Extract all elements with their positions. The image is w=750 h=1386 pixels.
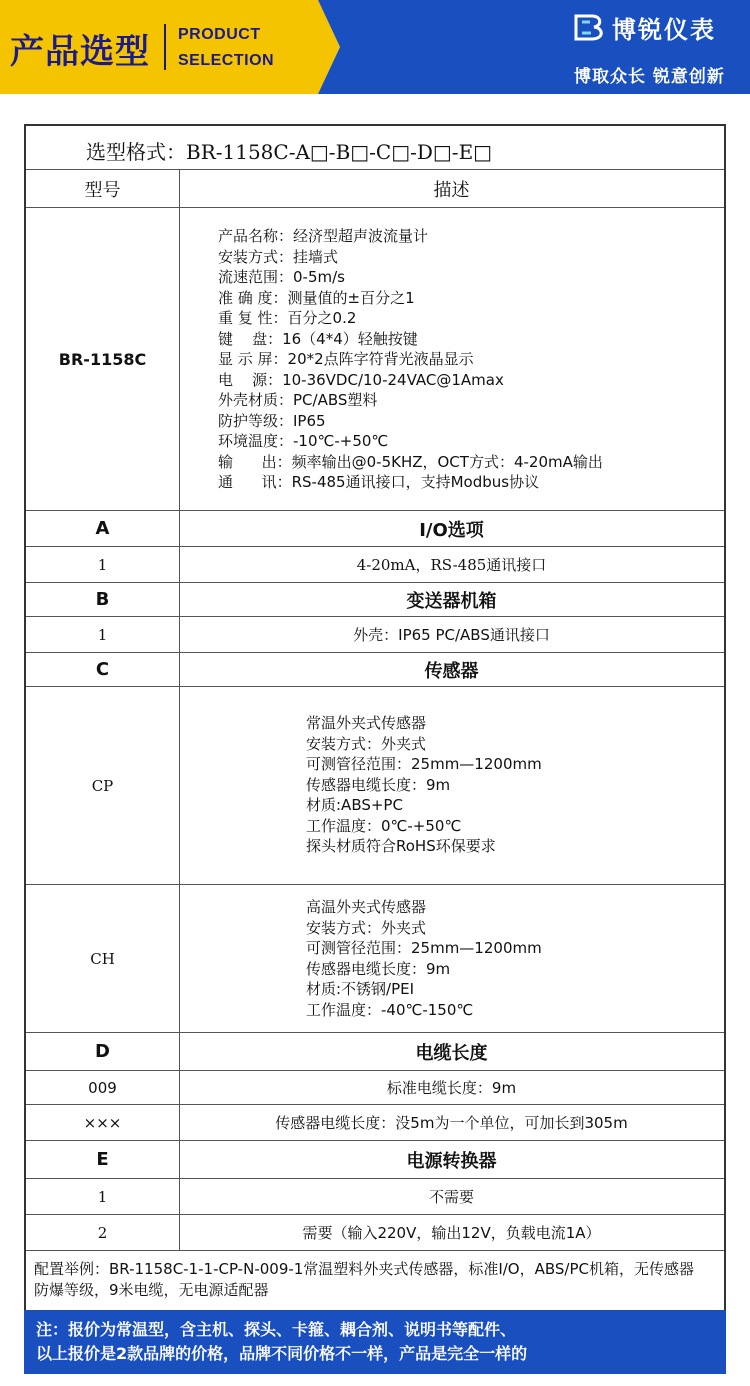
model-line: 输 出：频率输出@0-5KHZ，OCT方式：4-20mA输出: [218, 452, 603, 471]
price-note-line-2: 以上报价是2款品牌的价格，品牌不同价格不一样，产品是完全一样的: [36, 1344, 528, 1363]
section-b-header: [26, 583, 724, 617]
sensor-line: 探头材质符合RoHS环保要求: [306, 837, 496, 855]
section-d-option-2: [26, 1105, 724, 1141]
sensor-line: 常温外夹式传感器: [306, 714, 427, 732]
sensor-line: 工作温度：0℃-+50℃: [306, 816, 462, 835]
header-title: 产品选型: [10, 32, 150, 72]
sensor-cp-code: CP: [26, 687, 180, 884]
section-a-title: I/O选项: [419, 519, 484, 541]
option-description: 外壳：IP65 PC/ABS通讯接口: [353, 626, 550, 644]
option-code: 009: [26, 1071, 180, 1104]
model-line: 准 确 度：测量值的±百分之1: [218, 288, 415, 307]
section-b-code: B: [26, 583, 180, 616]
section-e-option-2: [26, 1215, 724, 1251]
price-note-line-1: 注：报价为常温型，含主机、探头、卡箍、耦合剂、说明书等配件、: [36, 1320, 517, 1339]
section-d-header: [26, 1033, 724, 1071]
sensor-ch-description: [306, 897, 542, 1020]
model-line: 显 示 屏：20*2点阵字符背光液晶显示: [218, 350, 474, 368]
option-description: 传感器电缆长度：没5m为一个单位，可加长到305m: [275, 1114, 628, 1132]
model-line: 防护等级：IP65: [218, 411, 326, 430]
section-b-option: [26, 617, 724, 653]
sensor-cp-row: [26, 687, 724, 885]
option-code: 2: [26, 1215, 180, 1250]
price-note-banner: [24, 1310, 726, 1374]
sensor-line: 材质:不锈钢/PEI: [306, 980, 415, 998]
header-subtitle-en-1: PRODUCT: [178, 26, 261, 43]
format-line: 选型格式：BR-1158C-A□-B□-C□-D□-E□: [86, 140, 493, 164]
option-code: 1: [26, 617, 180, 652]
sensor-line: 材质:ABS+PC: [306, 796, 403, 814]
model-line: 通 讯：RS-485通讯接口，支持Modbus协议: [218, 473, 540, 491]
selection-table: [24, 124, 726, 1338]
model-line: 键 盘：16（4*4）轻触按键: [218, 329, 418, 348]
section-e-code: E: [26, 1141, 180, 1178]
option-description: 标准电缆长度：9m: [386, 1079, 517, 1097]
section-c-code: C: [26, 653, 180, 686]
sensor-ch-row: [26, 885, 724, 1033]
model-description: [218, 226, 603, 493]
model-line: 安装方式：挂墙式: [218, 247, 339, 266]
sensor-line: 工作温度：-40℃-150℃: [306, 1000, 474, 1019]
option-description: 不需要: [428, 1188, 474, 1206]
section-d-option-1: [26, 1071, 724, 1105]
model-line: 重 复 性：百分之0.2: [218, 309, 357, 327]
section-e-option-1: [26, 1179, 724, 1215]
option-code: 1: [26, 547, 180, 582]
section-a-header: [26, 511, 724, 547]
section-a-option: [26, 547, 724, 583]
sensor-line: 可测管径范围：25mm—1200mm: [306, 939, 542, 957]
option-description: 4-20mA，RS-485通讯接口: [356, 556, 547, 574]
sensor-line: 传感器电缆长度：9m: [306, 959, 451, 978]
model-line: 流速范围：0-5m/s: [218, 268, 345, 286]
sensor-ch-code: CH: [26, 885, 180, 1032]
sensor-line: 安装方式：外夹式: [306, 734, 427, 753]
option-code: ×××: [26, 1105, 180, 1140]
sensor-cp-description: [306, 713, 542, 857]
option-code: 1: [26, 1179, 180, 1214]
section-a-code: A: [26, 511, 180, 546]
brand-slogan: 博取众长 锐意创新: [574, 67, 725, 87]
page-header: [0, 0, 750, 94]
example-row: [26, 1251, 724, 1309]
sensor-line: 传感器电缆长度：9m: [306, 775, 451, 794]
model-line: 外壳材质：PC/ABS塑料: [218, 391, 378, 409]
brand-logo-icon: [572, 12, 608, 42]
brand-name: 博锐仪表: [612, 16, 716, 44]
sensor-line: 高温外夹式传感器: [306, 898, 427, 916]
model-line: 产品名称：经济型超声波流量计: [218, 227, 429, 245]
price-note: [36, 1318, 527, 1366]
model-line: 电 源：10-36VDC/10-24VAC@1Amax: [218, 370, 504, 389]
section-d-code: D: [26, 1033, 180, 1070]
section-e-header: [26, 1141, 724, 1179]
section-c-header: [26, 653, 724, 687]
sensor-line: 安装方式：外夹式: [306, 918, 427, 937]
option-description: 需要（输入220V，输出12V，负载电流1A）: [302, 1224, 601, 1242]
header-model: 型号: [26, 170, 180, 207]
sensor-line: 可测管径范围：25mm—1200mm: [306, 755, 542, 773]
section-d-title: 电缆长度: [415, 1042, 488, 1064]
section-b-title: 变送器机箱: [406, 590, 497, 612]
section-c-title: 传感器: [424, 660, 479, 682]
configuration-example: 配置举例：BR-1158C-1-1-CP-N-009-1常温塑料外夹式传感器，标准I/O，ABS/PC机箱，无传感器防爆等级，9米电缆，无电源适配器: [34, 1260, 694, 1299]
model-line: 环境温度：-10℃-+50℃: [218, 432, 389, 450]
model-name: BR-1158C: [26, 208, 180, 510]
format-row: [26, 126, 724, 170]
header-subtitle-en-2: SELECTION: [178, 52, 275, 69]
model-row: [26, 208, 724, 511]
table-header-row: [26, 170, 724, 208]
header-description: 描述: [433, 179, 470, 201]
header-divider: [164, 24, 166, 70]
section-e-title: 电源转换器: [406, 1150, 497, 1172]
